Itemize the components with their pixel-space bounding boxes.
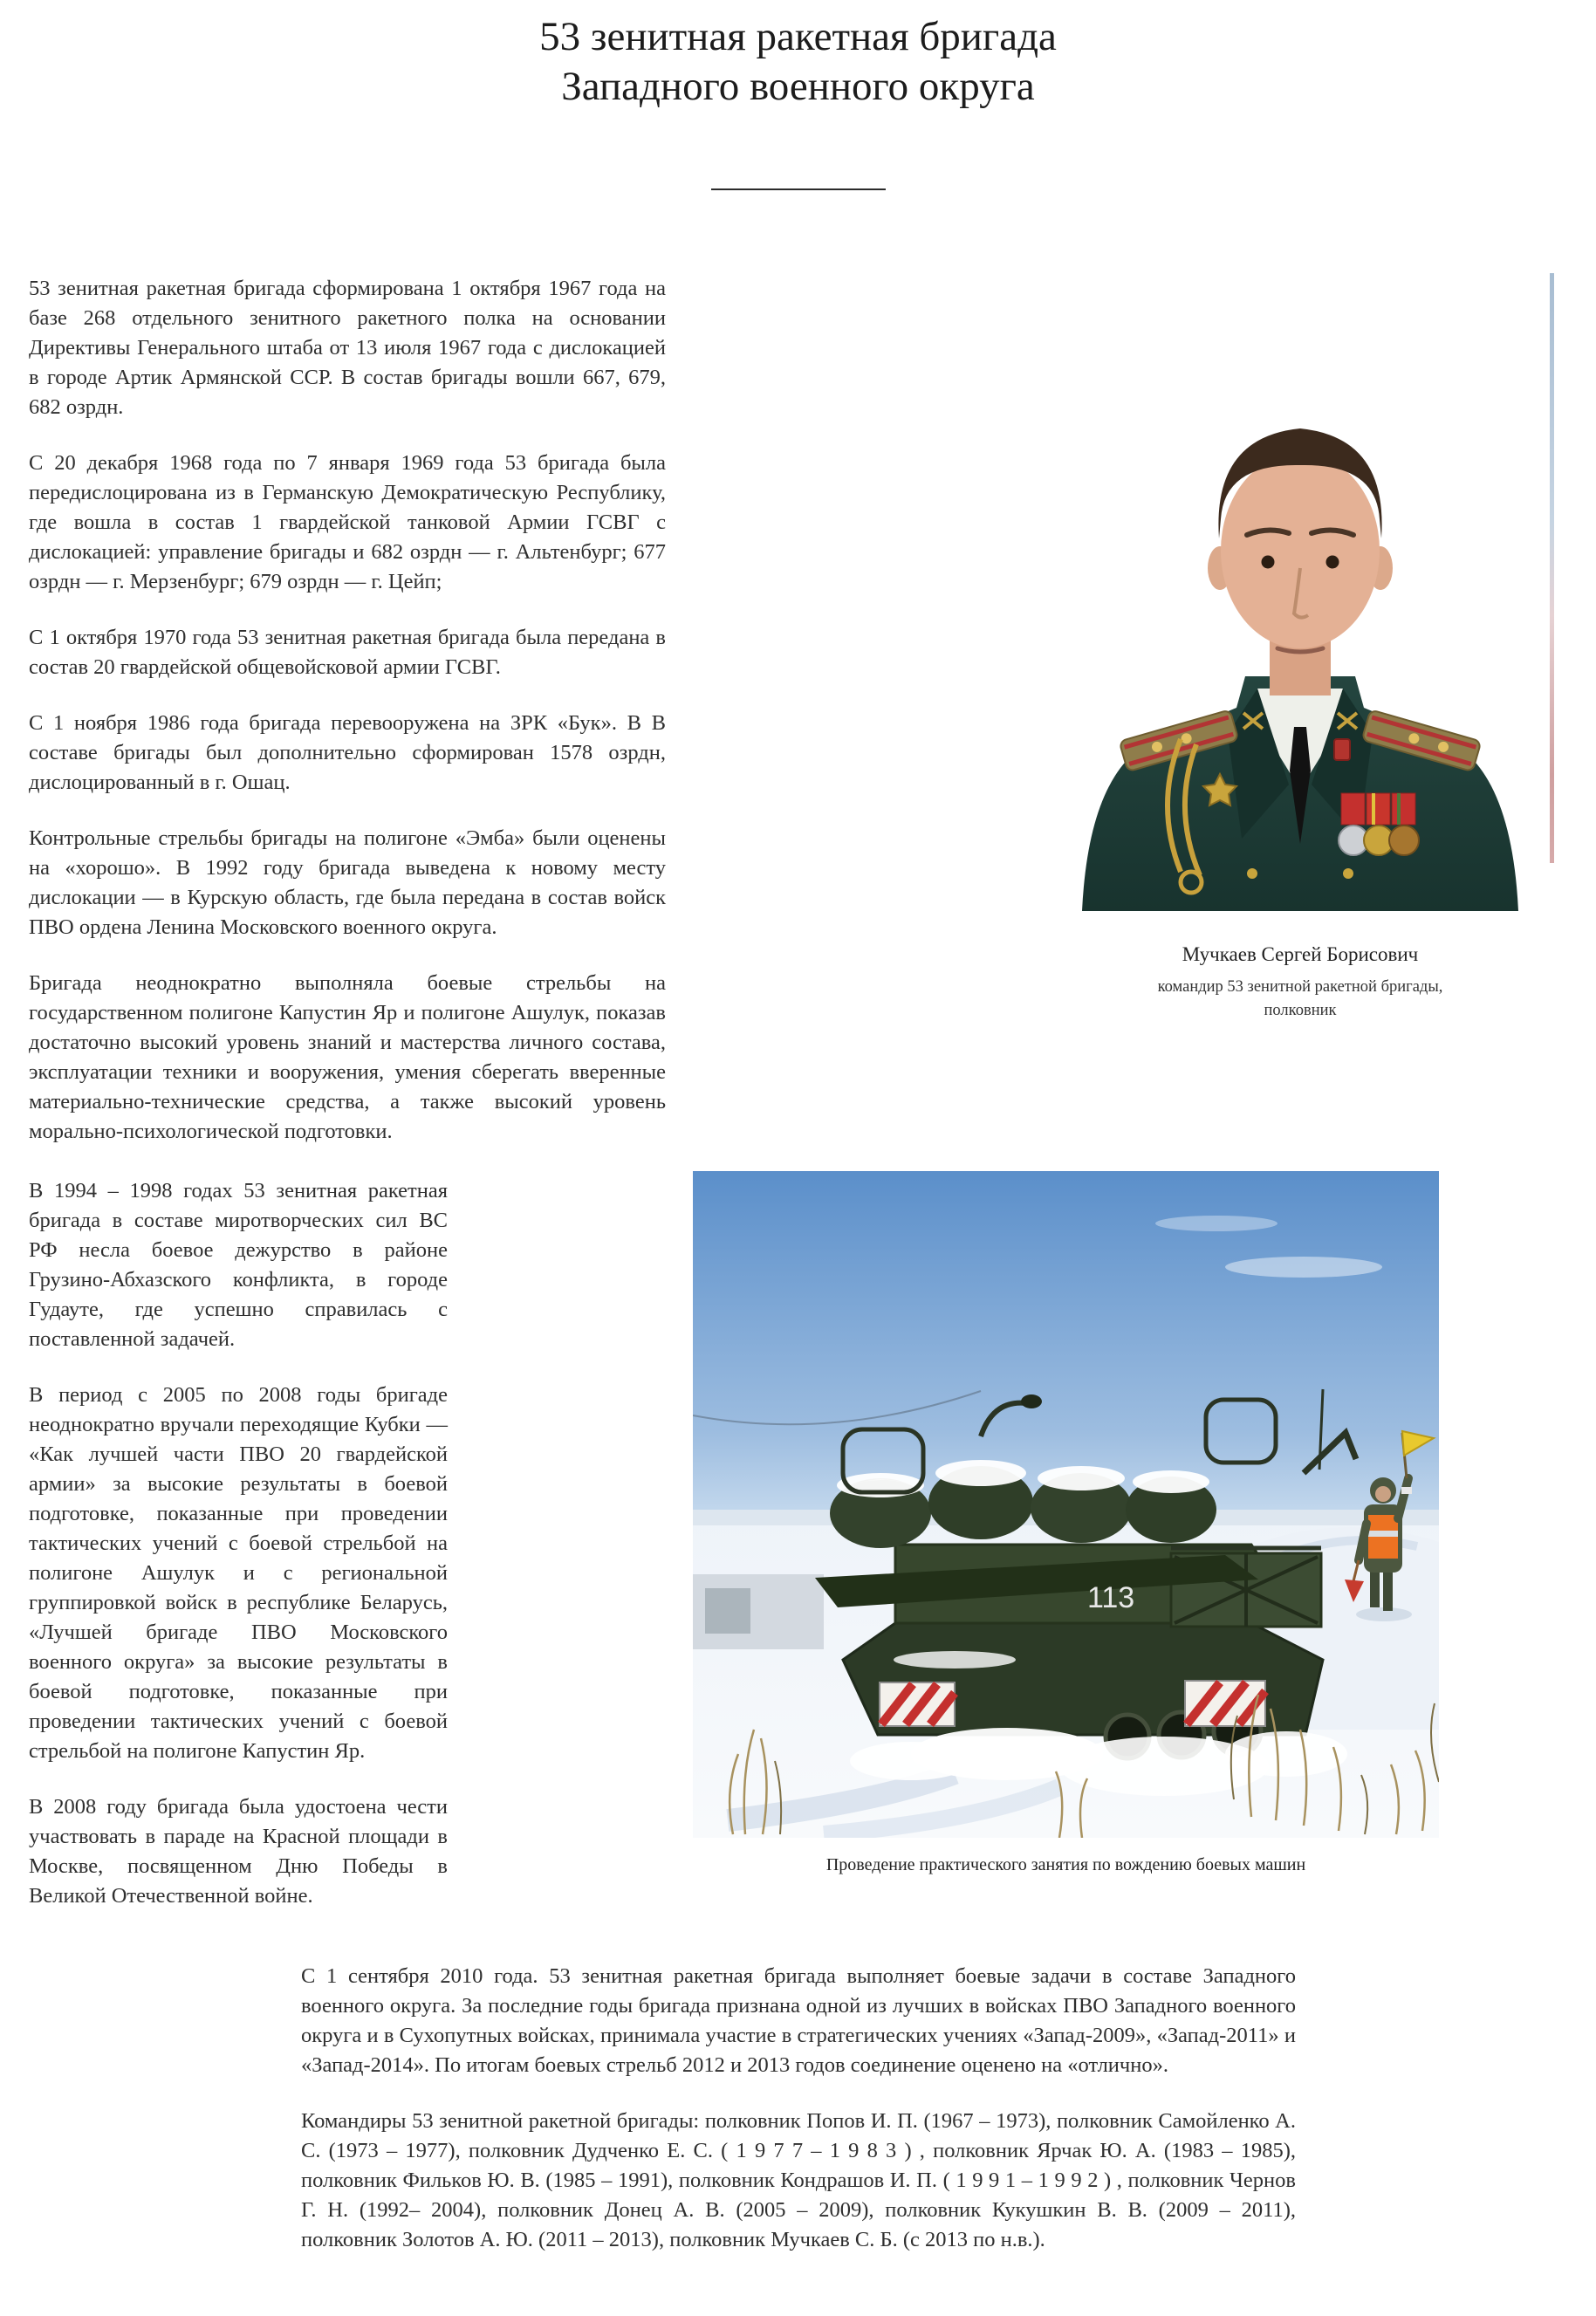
history-paragraph: С 1 ноября 1986 года бригада перевооружена на ЗРК «Бук». В В составе бригады был дополнительно сформирован 1578 озрдн, дислоцированный в г. Ошац.	[29, 711, 666, 794]
cloud	[1225, 1257, 1382, 1278]
bottom-section	[301, 1962, 1296, 2316]
soldier-face	[1375, 1486, 1391, 1502]
flag-edge	[1550, 273, 1554, 863]
history-paragraph: В 1994 – 1998 годах 53 зенитная ракетная бригада в составе миротворческих сил ВС РФ несла боевое дежурство в районе Грузино-Абхазского конфликта, в городе Гудауте, где успешно справилась с поставленной задачей.	[29, 1179, 448, 1351]
eye-right	[1326, 556, 1339, 569]
commander-portrait-figure	[1034, 174, 1566, 1023]
vehicle-side-number: 113	[1087, 1581, 1135, 1614]
vehicle-photo	[693, 1171, 1439, 1838]
training-section	[0, 1176, 1596, 1911]
portrait-caption-role	[1034, 976, 1566, 1023]
commanders-paragraph: Командиры 53 зенитной ракетной бригады: полковник Попов И. П. (1967 – 1973), полковник Самойленко А. С. (1973 – 1977), полковник Дудченко Е. С. ( 1 9 7 7 – 1 9 8 3 ) , полковник Ярчак Ю. А. (1983 – 1985), полковник Фильков Ю. В. (1985 – 1991), полковник Кондрашов И. П. ( 1 9 9 1 – 1 9 9 2 ) , полковник Чернов Г. Н. (1992– 2004), полковник Донец А. В. (2005 – 2009), полковник Кукушкин В. В. (2009 – 2011), полковник Золотов А. Ю. (2011 – 2013), полковник Мучкаев С. Б. (с 2013 по н.в.).	[301, 2109, 1296, 2251]
history-section	[0, 274, 1596, 1147]
eye-left	[1262, 556, 1275, 569]
history-paragraph: В 2008 году бригада была удостоена чести участвовать в параде на Красной площади в Москве, посвященном Дню Победы в Великой Отечественной войне.	[29, 1795, 448, 1908]
medals	[1339, 793, 1419, 855]
bottom-paragraph: С 1 сентября 2010 года. 53 зенитная ракетная бригада выполняет боевые задачи в составе Западного военного округа. За последние годы бригада признана одной из лучших в войсках ПВО Западного военного округа и в Сухопутных войсках, принимала участие в стратегических учениях «Запад-2009», «Запад-2011» и «Запад-2014». По итогам боевых стрельб 2012 и 2013 годов соединение оценено на «отлично».	[301, 1964, 1296, 2077]
distant-wall-detail	[705, 1588, 750, 1634]
history-paragraph: Контрольные стрельбы бригады на полигоне «Эмба» были оценены на «хорошо». В 1992 году бригада выведена к новому месту дислокации — в Курскую область, где была передана в состав войск ПВО ордена Ленина Московского военного округа.	[29, 826, 666, 939]
title-divider	[711, 188, 886, 190]
commander-portrait-photo	[1034, 174, 1566, 911]
history-paragraph: В период с 2005 по 2008 годы бригаде неоднократно вручали переходящие Кубки — «Как лучшей части ПВО 20 гвардейской армии» за высокие результаты в боевой подготовке, показанные при проведении тактических учений с боевой стрельбой на полигоне Ашулук и с региональной группировкой войск в республике Беларусь, «Лучшей бригаде ПВО Московского военного округа» за высокие результаты в боевой подготовке, показанные при проведении тактических учений с боевой стрельбой на полигоне Капустин Яр.	[29, 1383, 448, 1763]
page-title	[0, 12, 1596, 112]
portrait-caption-name: Мучкаев Сергей Борисович	[1182, 943, 1419, 965]
jacket-button	[1247, 868, 1257, 879]
vest-reflective-band	[1368, 1531, 1398, 1537]
history-paragraph: Бригада неоднократно выполняла боевые стрельбы на государственном полигоне Капустин Яр и полигоне Ашулук, показав достаточно высокий уровень знаний и мастерства личного состава, эксплуатации техники и вооружения, умения сберегать вверенные материально-технические средства, а также высокий уровень морально-психологической подготовки.	[29, 971, 666, 1143]
page-title-line1: 53 зенитная ракетная бригада	[539, 14, 1057, 59]
training-text-column	[29, 1176, 448, 1911]
page-title-line2: Западного военного округа	[561, 64, 1035, 109]
vehicle-photo-figure	[693, 1171, 1439, 1876]
cloud	[1155, 1216, 1277, 1231]
mirror-head	[1021, 1394, 1042, 1408]
lapel-badge	[1334, 739, 1350, 760]
portrait-caption-role-line2: полковник	[1264, 1002, 1337, 1019]
history-paragraph: С 1 октября 1970 года 53 зенитная ракетная бригада была передана в состав 20 гвардейской общевойсковой армии ГСВГ.	[29, 626, 666, 679]
vehicle-photo-caption: Проведение практического занятия по вождению боевых машин	[825, 1855, 1306, 1874]
history-text-column	[29, 274, 666, 1147]
history-paragraph: 53 зенитная ракетная бригада сформирована 1 октября 1967 года на базе 268 отдельного зенитного ракетного полка на основании Директивы Генерального штаба от 13 июля 1967 года с дислокацией в городе Артик Армянской ССР. В состав бригады вошли 667, 679, 682 озрдн.	[29, 277, 666, 419]
history-paragraph: С 20 декабря 1968 года по 7 января 1969 года 53 бригада была передислоцирована из в Германскую Демократическую Республику, где вошла в состав 1 гвардейской танковой Армии ГСВГ с дислокацией: управление бригады и 682 озрдн — г. Альтенбург; 677 озрдн — г. Мерзенбург; 679 озрдн — г. Цейп;	[29, 451, 666, 593]
snow-on-hull	[894, 1651, 1016, 1668]
portrait-caption-role-line1: командир 53 зенитной ракетной бригады,	[1157, 978, 1443, 996]
armband	[1401, 1487, 1412, 1494]
mudflap-stripes-left	[880, 1682, 955, 1726]
jacket-button	[1343, 868, 1353, 879]
